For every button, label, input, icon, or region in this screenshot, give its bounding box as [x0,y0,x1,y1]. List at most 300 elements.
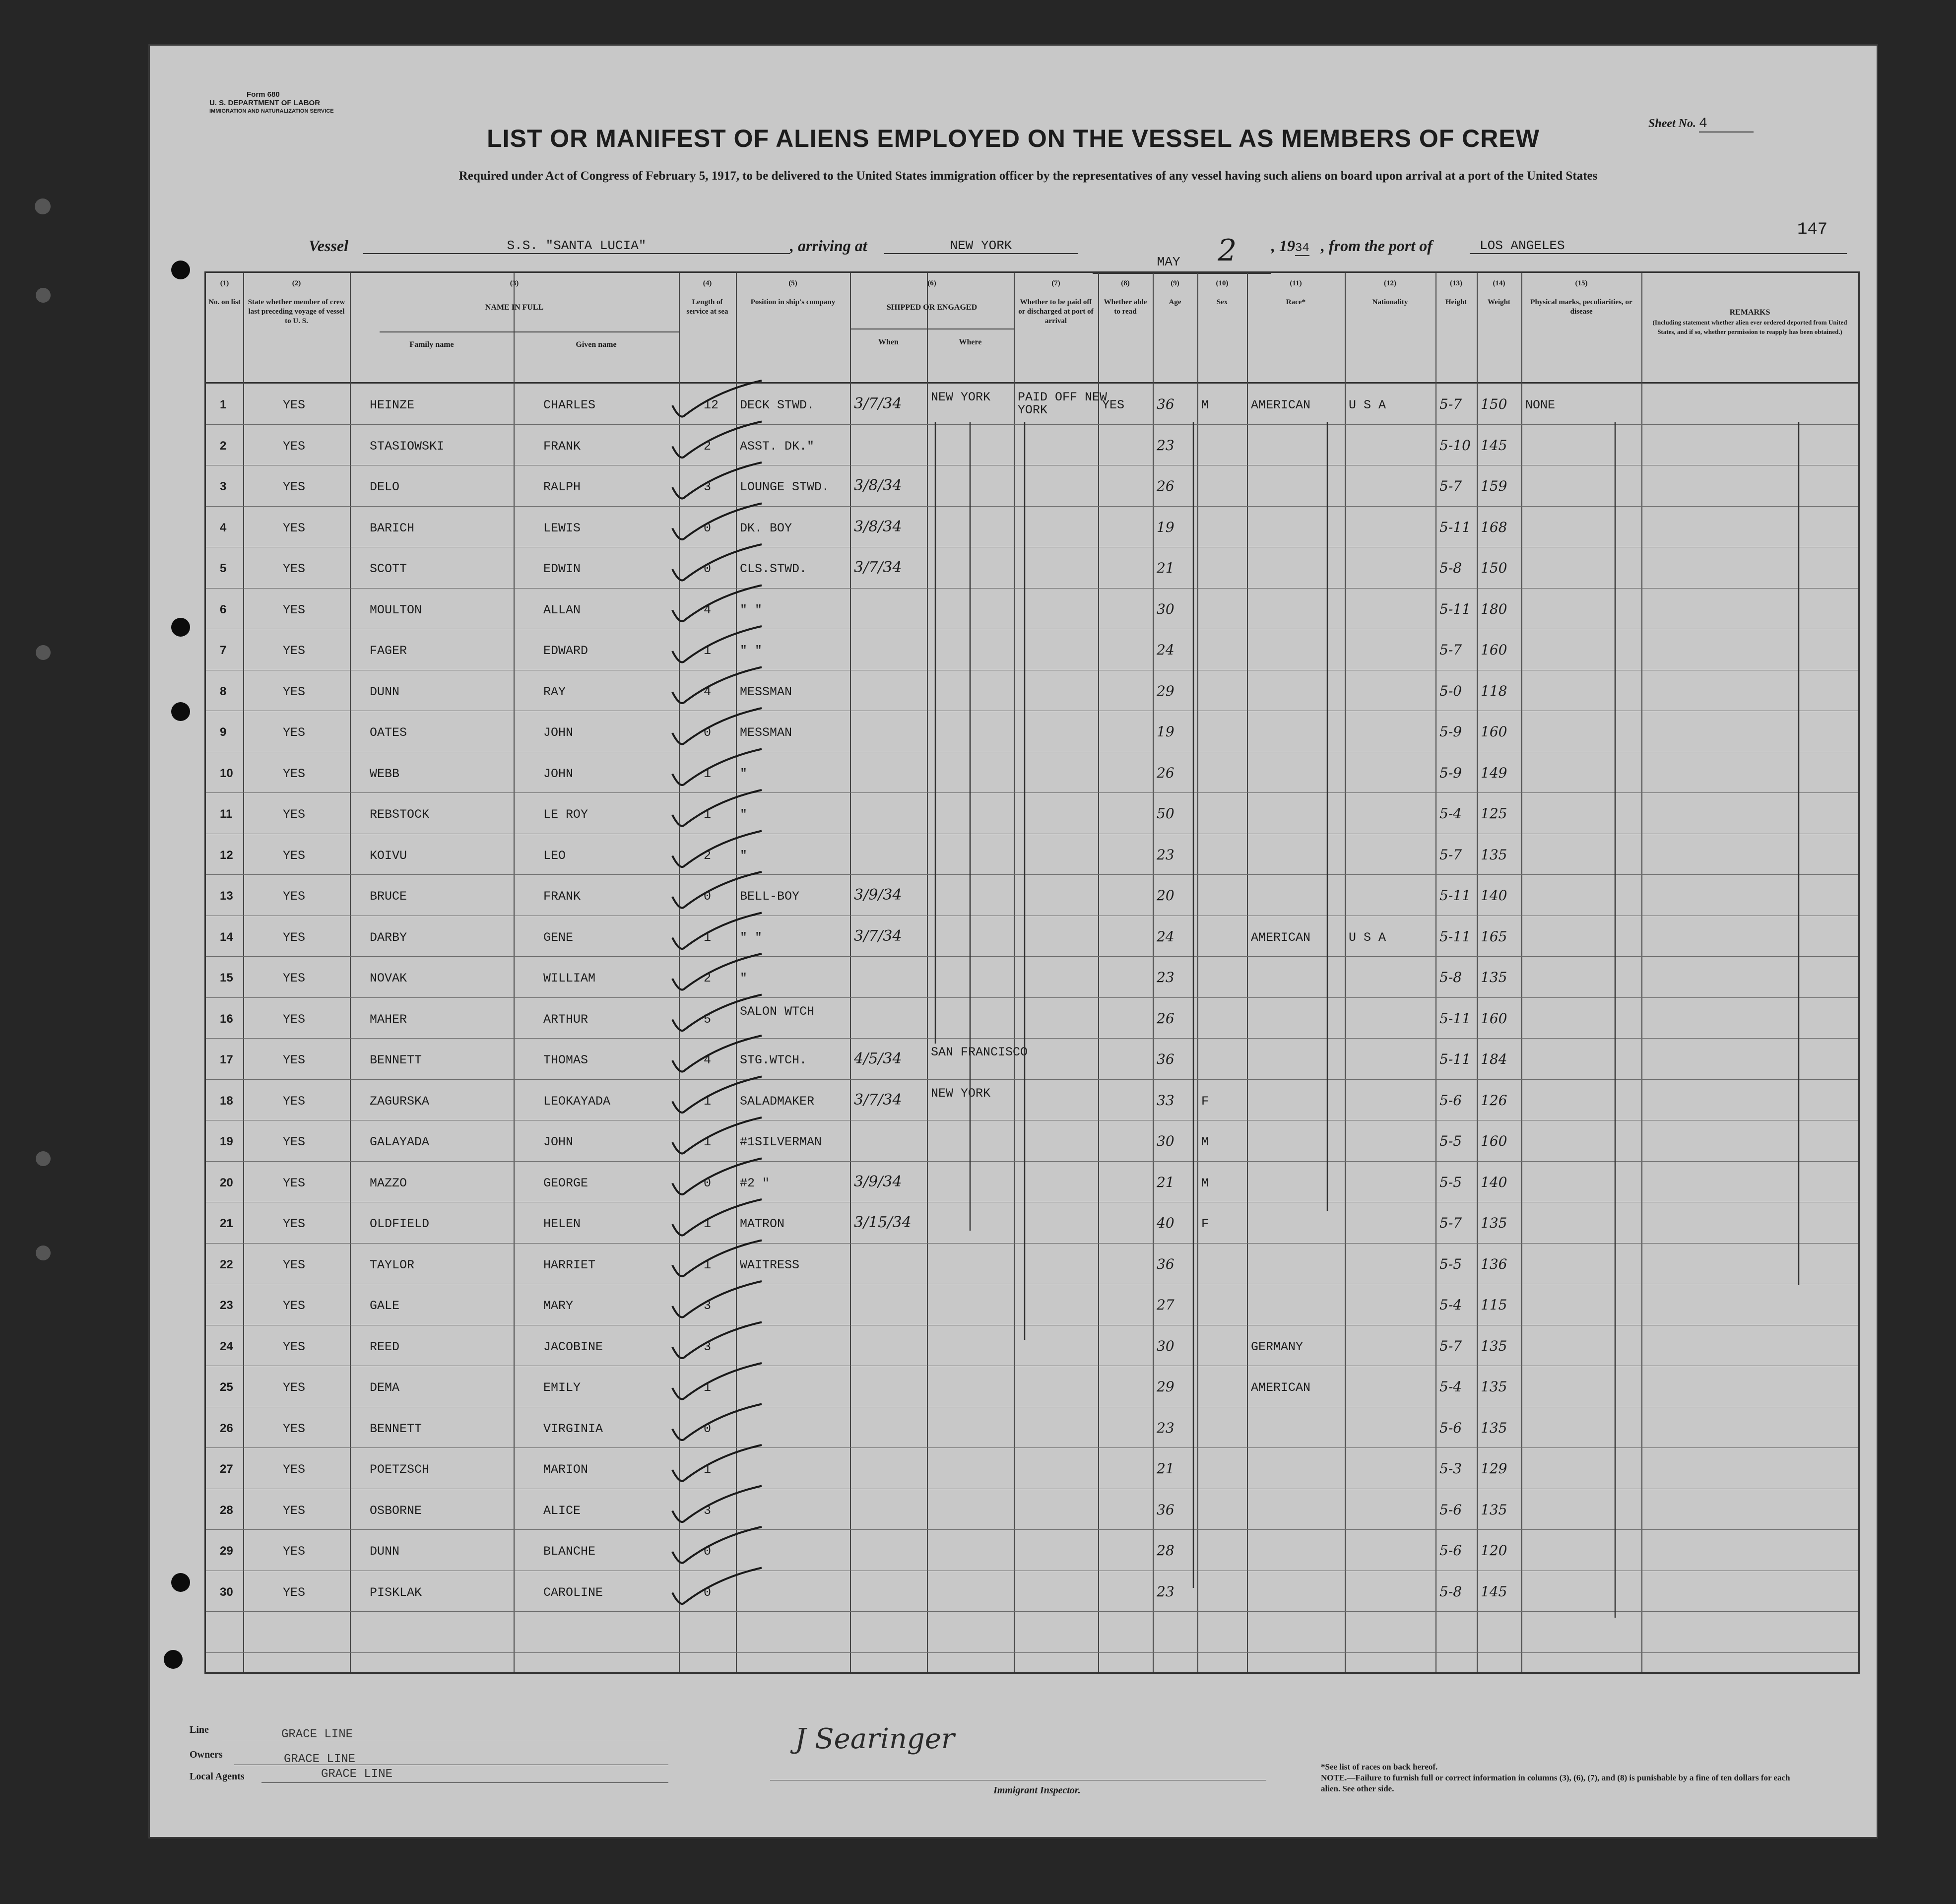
cell-no: 21 [220,1217,233,1230]
cell-no: 4 [220,521,227,534]
cell-service: 1 [704,1380,712,1395]
cell-weight: 136 [1481,1255,1507,1272]
cell-no: 9 [220,725,227,739]
cell-given: GENE [543,930,574,945]
cell-position: DK. BOY [740,521,792,535]
cell-when: 3/7/34 [854,395,902,412]
cell-prev: YES [283,1544,306,1559]
cell-height: 5-11 [1439,519,1471,535]
physical-marks-header: Physical marks, peculiarities, or disease [1530,298,1632,316]
cell-height: 5-5 [1439,1133,1462,1149]
cell-family: REBSTOCK [370,807,430,822]
cell-family: DARBY [370,930,407,945]
cell-no: 18 [220,1094,233,1108]
cell-height: 5-7 [1439,396,1462,412]
check-mark [672,1363,762,1399]
cell-when: 3/8/34 [854,518,902,535]
check-mark [672,1117,762,1154]
cell-position: DECK STWD. [740,398,815,412]
cell-given: THOMAS [543,1053,588,1067]
check-mark [672,1281,762,1317]
cell-height: 5-5 [1439,1174,1462,1190]
arrival-date [1093,233,1271,274]
cell-no: 2 [220,439,227,453]
service-name: IMMIGRATION AND NATURALIZATION SERVICE [209,108,334,114]
cell-given: JOHN [543,725,574,740]
paid-off-col-num: (7) [1051,279,1060,287]
cell-service: 0 [704,562,712,576]
race-note: *See list of races on back hereof. [1321,1762,1438,1772]
cell-nationality: U S A [1349,930,1386,945]
line-field [222,1728,668,1740]
cell-prev: YES [283,889,306,904]
cell-service: 4 [704,1053,712,1067]
check-mark [672,708,762,744]
cell-family: PISKLAK [370,1585,422,1600]
cell-service: 0 [704,1176,712,1190]
cell-when: 3/7/34 [854,1091,902,1109]
race-header: Race* [1286,298,1306,306]
cell-given: ALLAN [543,602,581,617]
cell-height: 5-11 [1439,1051,1471,1067]
cell-service: 0 [704,725,712,740]
cell-where: NEW YORK [931,1086,991,1101]
cell-family: OATES [370,725,407,740]
inspector-label: Immigrant Inspector. [993,1785,1081,1796]
cell-when: 3/9/34 [854,886,902,904]
cell-age: 36 [1157,1255,1174,1272]
cell-prev: YES [283,1217,306,1231]
cell-prev: YES [283,766,306,781]
inspector-signature: J Searinger [795,1723,955,1755]
previous-voyage-col-num: (2) [292,279,301,287]
cell-weight: 135 [1481,846,1507,863]
cell-when: 4/5/34 [854,1050,902,1067]
given-name-header: Given name [576,340,617,349]
cell-weight: 135 [1481,1379,1507,1395]
punch-hole [171,618,190,637]
weight-header: Weight [1488,298,1510,306]
cell-no: 27 [220,1462,233,1476]
check-mark [672,1199,762,1236]
vessel-name: S.S. "SANTA LUCIA" [363,238,790,254]
cell-age: 23 [1157,969,1174,985]
cell-no: 29 [220,1544,233,1558]
cell-service: 2 [704,971,712,985]
check-mark [672,1486,762,1522]
cell-given: EMILY [543,1380,581,1395]
stamped-page-number: 147 [1797,220,1828,239]
cell-position: " " [740,930,763,945]
cell-prev: YES [283,1339,306,1354]
agents-label: Local Agents [190,1771,245,1782]
cell-given: LEO [543,848,566,863]
cell-family: OLDFIELD [370,1217,430,1231]
punch-hole [36,288,51,303]
cell-race: GERMANY [1251,1339,1304,1354]
cell-height: 5-6 [1439,1542,1462,1559]
cell-age: 30 [1157,1337,1174,1354]
cell-age: 26 [1157,764,1174,781]
cell-position: " " [740,644,763,658]
cell-position: CLS.STWD. [740,562,807,576]
punch-hole [171,702,190,721]
cell-no: 10 [220,766,233,780]
punch-hole [35,198,51,214]
cell-no: 23 [220,1299,233,1312]
cell-sex: M [1201,1135,1209,1149]
cell-family: NOVAK [370,971,407,985]
cell-prev: YES [283,1176,306,1190]
cell-service: 0 [704,521,712,535]
cell-service: 4 [704,684,712,699]
year-suffix: 34 [1295,242,1309,255]
cell-weight: 159 [1481,478,1507,494]
cell-no: 20 [220,1176,233,1189]
cell-given: BLANCHE [543,1544,596,1559]
cell-height: 5-6 [1439,1419,1462,1436]
cell-prev: YES [283,725,306,740]
check-mark [672,381,762,417]
cell-read: YES [1102,398,1125,412]
check-mark [672,1527,762,1563]
cell-family: MAZZO [370,1176,407,1190]
cell-family: ZAGURSKA [370,1094,430,1109]
arrival-month: MAY [1157,255,1180,269]
cell-weight: 149 [1481,764,1507,781]
cell-weight: 135 [1481,1215,1507,1231]
cell-service: 5 [704,1012,712,1027]
punch-hole [36,1151,51,1166]
cell-prev: YES [283,602,306,617]
cell-no: 19 [220,1135,233,1148]
cell-prev: YES [283,1380,306,1395]
line-label: Line [190,1724,209,1735]
cell-service: 1 [704,1462,712,1477]
cell-age: 36 [1157,1051,1174,1067]
cell-age: 19 [1157,519,1174,535]
cell-position: ASST. DK." [740,439,815,454]
cell-no: 16 [220,1012,233,1026]
cell-weight: 120 [1481,1542,1507,1559]
cell-weight: 145 [1481,1583,1507,1600]
sex-header: Sex [1216,298,1228,306]
cell-given: GEORGE [543,1176,588,1190]
cell-service: 0 [704,1544,712,1559]
agents-field [261,1768,668,1783]
cell-weight: 150 [1481,396,1507,412]
cell-height: 5-4 [1439,805,1462,822]
cell-no: 30 [220,1585,233,1599]
punch-hole [171,1573,190,1592]
remarks-header: REMARKS [1729,308,1770,317]
penalty-note: NOTE.—Failure to furnish full or correct information in columns (3), (6), (7), and (8) is punishable by a fine of ten dollars for each alien. See other side. [1321,1773,1790,1793]
cell-weight: 150 [1481,560,1507,576]
check-mark [672,1036,762,1072]
cell-family: BENNETT [370,1053,422,1067]
cell-service: 1 [704,1094,712,1109]
cell-service: 1 [704,1257,712,1272]
check-mark [672,1404,762,1441]
cell-service: 2 [704,439,712,454]
cell-service: 3 [704,1339,712,1354]
cell-height: 5-3 [1439,1460,1462,1477]
cell-sex: F [1201,1094,1209,1109]
cell-service: 12 [704,398,719,412]
cell-age: 23 [1157,1583,1174,1600]
department-name: U. S. DEPARTMENT OF LABOR [209,99,321,107]
cell-position: STG.WTCH. [740,1053,807,1067]
cell-prev: YES [283,1094,306,1109]
cell-height: 5-6 [1439,1501,1462,1518]
cell-weight: 129 [1481,1460,1507,1477]
able-to-read-header: Whether able to read [1104,298,1147,316]
cell-weight: 125 [1481,805,1507,822]
page-title: LIST OR MANIFEST OF ALIENS EMPLOYED ON THE VESSEL AS MEMBERS OF CREW [487,125,1540,152]
cell-height: 5-8 [1439,969,1462,985]
cell-height: 5-7 [1439,1337,1462,1354]
cell-sex: M [1201,1176,1209,1190]
cell-age: 29 [1157,682,1174,699]
cell-weight: 135 [1481,969,1507,985]
cell-family: DUNN [370,1544,400,1559]
cell-sex: F [1201,1217,1209,1231]
crew-table [204,271,1860,1674]
cell-age: 23 [1157,437,1174,454]
shipped-where-header: Where [959,338,982,346]
cell-service: 3 [704,1503,712,1518]
cell-weight: 140 [1481,887,1507,904]
cell-when: 3/7/34 [854,559,902,576]
cell-service: 0 [704,1585,712,1600]
cell-position: BELL-BOY [740,889,800,904]
check-mark [672,1322,762,1359]
cell-height: 5-7 [1439,478,1462,494]
cell-age: 50 [1157,805,1174,822]
owners-value: GRACE LINE [284,1753,356,1766]
cell-weight: 145 [1481,437,1507,454]
page-subtitle: Required under Act of Congress of February 5, 1917, to be delivered to the United States immigration officer by the representatives of any vessel having such aliens on board upon arrival at a port of the United States [458,169,1598,183]
cell-family: DELO [370,480,400,494]
cell-service: 3 [704,1299,712,1313]
cell-service: 1 [704,1217,712,1231]
cell-nationality: U S A [1349,398,1386,412]
cell-given: RALPH [543,480,581,494]
cell-age: 29 [1157,1379,1174,1395]
cell-given: HARRIET [543,1257,596,1272]
cell-race: AMERICAN [1251,930,1311,945]
vessel-label: Vessel [309,237,348,255]
cell-height: 5-11 [1439,928,1471,945]
cell-no: 8 [220,684,227,698]
cell-given: LEWIS [543,521,581,535]
cell-height: 5-6 [1439,1092,1462,1109]
nationality-col-num: (12) [1384,279,1396,287]
cell-service: 1 [704,930,712,945]
cell-given: RAY [543,684,566,699]
check-mark [672,1445,762,1481]
cell-when: 3/15/34 [854,1214,912,1231]
cell-prev: YES [283,1012,306,1027]
cell-prev: YES [283,480,306,494]
cell-no: 11 [220,807,233,821]
check-mark [672,462,762,499]
nationality-header: Nationality [1372,298,1408,306]
cell-prev: YES [283,1421,306,1436]
cell-prev: YES [283,439,306,454]
punch-hole [164,1650,183,1669]
cell-family: TAYLOR [370,1257,415,1272]
cell-no: 14 [220,930,233,944]
cell-given: CAROLINE [543,1585,603,1600]
cell-prev: YES [283,1257,306,1272]
cell-service: 1 [704,807,712,822]
check-mark [672,1077,762,1113]
cell-given: VIRGINIA [543,1421,603,1436]
from-port-label: , from the port of [1321,237,1433,255]
cell-given: HELEN [543,1217,581,1231]
cell-position: " [740,807,748,822]
cell-family: BARICH [370,521,415,535]
cell-service: 2 [704,848,712,863]
cell-position: MATRON [740,1217,785,1231]
cell-weight: 180 [1481,600,1507,617]
cell-race: AMERICAN [1251,1380,1311,1395]
cell-where: NEW YORK [931,390,991,404]
shipped-header: SHIPPED OR ENGAGED [886,303,978,312]
cell-age: 27 [1157,1297,1174,1313]
cell-age: 26 [1157,1010,1174,1027]
check-mark [672,626,762,662]
age-col-num: (9) [1171,279,1179,287]
cell-family: MAHER [370,1012,407,1027]
cell-prev: YES [283,1135,306,1149]
cell-age: 30 [1157,600,1174,617]
cell-position: " " [740,602,763,617]
check-mark [672,667,762,704]
sheet-number-value: 4 [1699,116,1754,132]
cell-weight: 184 [1481,1051,1507,1067]
cell-marks: NONE [1525,398,1556,412]
check-marks [206,273,1858,1672]
check-mark [672,913,762,949]
cell-family: GALE [370,1299,400,1313]
cell-position: " [740,766,748,781]
cell-family: DEMA [370,1380,400,1395]
cell-family: KOIVU [370,848,407,863]
cell-position: " [740,971,748,985]
cell-height: 5-11 [1439,1010,1471,1027]
punch-hole [171,261,190,279]
check-mark [672,1568,762,1604]
cell-weight: 165 [1481,928,1507,945]
paid-off-header: Whether to be paid off or discharged at port of arrival [1018,298,1094,325]
cell-given: EDWARD [543,644,588,658]
cell-family: SCOTT [370,562,407,576]
physical-marks-col-num: (15) [1575,279,1588,287]
cell-family: HEINZE [370,398,415,412]
cell-prev: YES [283,930,306,945]
check-mark [672,1241,762,1277]
check-mark [672,749,762,786]
cell-no: 28 [220,1503,233,1517]
cell-height: 5-4 [1439,1297,1462,1313]
cell-prev: YES [283,644,306,658]
cell-height: 5-7 [1439,846,1462,863]
cell-height: 5-5 [1439,1255,1462,1272]
cell-age: 28 [1157,1542,1174,1559]
cell-given: JOHN [543,766,574,781]
cell-prev: YES [283,1299,306,1313]
cell-position: #2 " [740,1176,770,1190]
cell-height: 5-11 [1439,887,1471,904]
shipped-col-num: (6) [927,279,936,287]
able-to-read-col-num: (8) [1121,279,1130,287]
cell-height: 5-9 [1439,764,1462,781]
cell-where: SAN FRANCISCO [931,1045,1028,1059]
cell-no: 3 [220,480,227,493]
cell-weight: 140 [1481,1174,1507,1190]
cell-weight: 115 [1481,1297,1507,1313]
cell-given: MARION [543,1462,588,1477]
cell-position: MESSMAN [740,725,792,740]
cell-no: 12 [220,848,233,862]
previous-voyage-header: State whether member of crew last preceding voyage of vessel to U. S. [248,298,345,325]
cell-race: AMERICAN [1251,398,1311,412]
cell-family: GALAYADA [370,1135,430,1149]
cell-prev: YES [283,807,306,822]
cell-age: 21 [1157,560,1174,576]
manifest-sheet [150,46,1877,1837]
cell-height: 5-10 [1439,437,1471,454]
cell-prev: YES [283,848,306,863]
cell-age: 30 [1157,1133,1174,1149]
form-number: Form 680 [247,90,280,99]
cell-given: FRANK [543,889,581,904]
agents-value: GRACE LINE [321,1768,393,1781]
cell-service: 1 [704,766,712,781]
cell-height: 5-0 [1439,682,1462,699]
cell-no: 22 [220,1257,233,1271]
family-name-header: Family name [409,340,454,349]
cell-prev: YES [283,562,306,576]
age-header: Age [1169,298,1181,306]
cell-service: 1 [704,1135,712,1149]
from-port: LOS ANGELES [1470,238,1847,254]
cell-service: 0 [704,889,712,904]
line-value: GRACE LINE [281,1728,353,1741]
form-identifier [209,90,334,116]
cell-no: 24 [220,1339,233,1353]
cell-height: 5-8 [1439,560,1462,576]
cell-no: 25 [220,1380,233,1394]
cell-age: 33 [1157,1092,1174,1109]
cell-position: WAITRESS [740,1257,800,1272]
cell-age: 36 [1157,1501,1174,1518]
check-mark [672,995,762,1031]
cell-given: CHARLES [543,398,596,412]
shipped-when-header: When [878,338,899,346]
service-length-col-num: (4) [703,279,712,287]
cell-no: 26 [220,1421,233,1435]
height-header: Height [1445,298,1467,306]
cell-weight: 135 [1481,1501,1507,1518]
cell-service: 3 [704,480,712,494]
cell-age: 23 [1157,1419,1174,1436]
cell-weight: 160 [1481,642,1507,658]
cell-family: BENNETT [370,1421,422,1436]
arrival-port: NEW YORK [884,238,1078,254]
